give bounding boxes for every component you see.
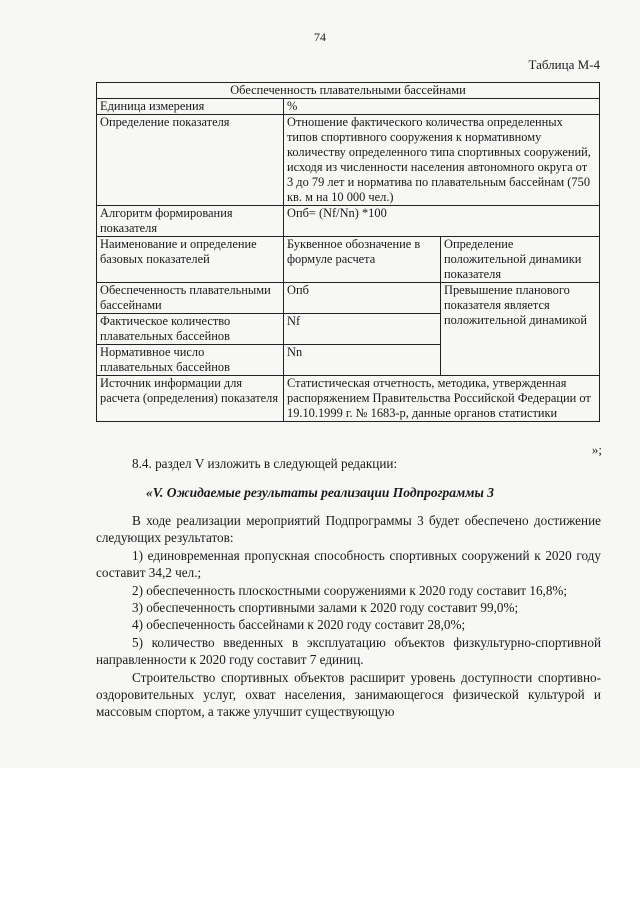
table-row	[97, 376, 600, 422]
table-row	[97, 283, 600, 314]
table-caption: Таблица М-4	[528, 57, 600, 72]
table-title-row	[97, 83, 600, 99]
table-title: Обеспеченность плавательными бассейнами	[97, 83, 600, 99]
algorithm-label: Алгоритм формирования показателя	[97, 206, 284, 237]
unit-label: Единица измерения	[97, 99, 284, 115]
table-row	[97, 115, 600, 206]
header-base-indicators: Наименование и определение базовых показателей	[97, 237, 284, 283]
source-label: Источник информации для расчета (определения) показателя	[97, 376, 284, 422]
dynamics-value: Превышение планового показателя является положительной динамикой	[441, 283, 600, 376]
section-heading: «V. Ожидаемые результаты реализации Подпрограммы 3	[145, 485, 495, 500]
base-indicator-symbol: Опб	[284, 283, 441, 314]
result-item: 3) обеспеченность спортивными залами к 2020 году составит 99,0%;	[132, 600, 519, 616]
page-number: 74	[314, 30, 326, 44]
section-body	[96, 512, 601, 721]
algorithm-value: Опб= (Nf/Nn) *100	[284, 206, 600, 237]
indicator-table	[96, 82, 600, 422]
definition-value: Отношение фактического количества определенных типов спортивного сооружения к нормативному количеству определенного типа спортивных сооружений, исходя из численности населения автономного округа от 3 до 79 лет и норматива по плавательным бассейнам (750 кв. м на 10 000 чел.)	[284, 115, 600, 206]
result-item: 4) обеспеченность бассейнами к 2020 году составит 28,0%;	[132, 617, 466, 633]
table-row	[97, 206, 600, 237]
base-indicator-symbol: Nf	[284, 314, 441, 345]
table-row	[97, 99, 600, 115]
source-value: Статистическая отчетность, методика, утвержденная распоряжением Правительства Российской Федерации от 19.10.1999 г. № 1683-р, данные органов статистики	[284, 376, 600, 422]
unit-value: %	[284, 99, 600, 115]
base-indicator-name: Обеспеченность плавательными бассейнами	[97, 283, 284, 314]
closing-paragraph: Строительство спортивных объектов расширит уровень доступности спортивно-оздоровительных услуг, охват населения, занимающегося физической культурой и массовым спортом, а также улучшит существующую	[96, 669, 601, 720]
result-item: 5) количество введенных в эксплуатацию объектов физкультурно-спортивной направленности к 2020 году составит 7 единиц.	[96, 634, 601, 668]
base-indicator-name: Фактическое количество плавательных бассейнов	[97, 314, 284, 345]
table-end-mark: »;	[591, 442, 602, 457]
intro-paragraph: В ходе реализации мероприятий Подпрограммы 3 будет обеспечено достижение следующих результатов:	[96, 513, 601, 546]
result-item: 2) обеспеченность плоскостными сооружениями к 2020 году составит 16,8%;	[132, 582, 568, 598]
amendment-instruction: 8.4. раздел V изложить в следующей редакции:	[132, 456, 398, 471]
result-item: 1) единовременная пропускная способность спортивных сооружений к 2020 году составит 34,2 чел.;	[96, 547, 601, 581]
header-dynamics: Определение положительной динамики показателя	[441, 237, 600, 283]
base-indicator-name: Нормативное число плавательных бассейнов	[97, 345, 284, 376]
table-header-row	[97, 237, 600, 283]
base-indicator-symbol: Nn	[284, 345, 441, 376]
definition-label: Определение показателя	[97, 115, 284, 206]
header-symbol: Буквенное обозначение в формуле расчета	[284, 237, 441, 283]
